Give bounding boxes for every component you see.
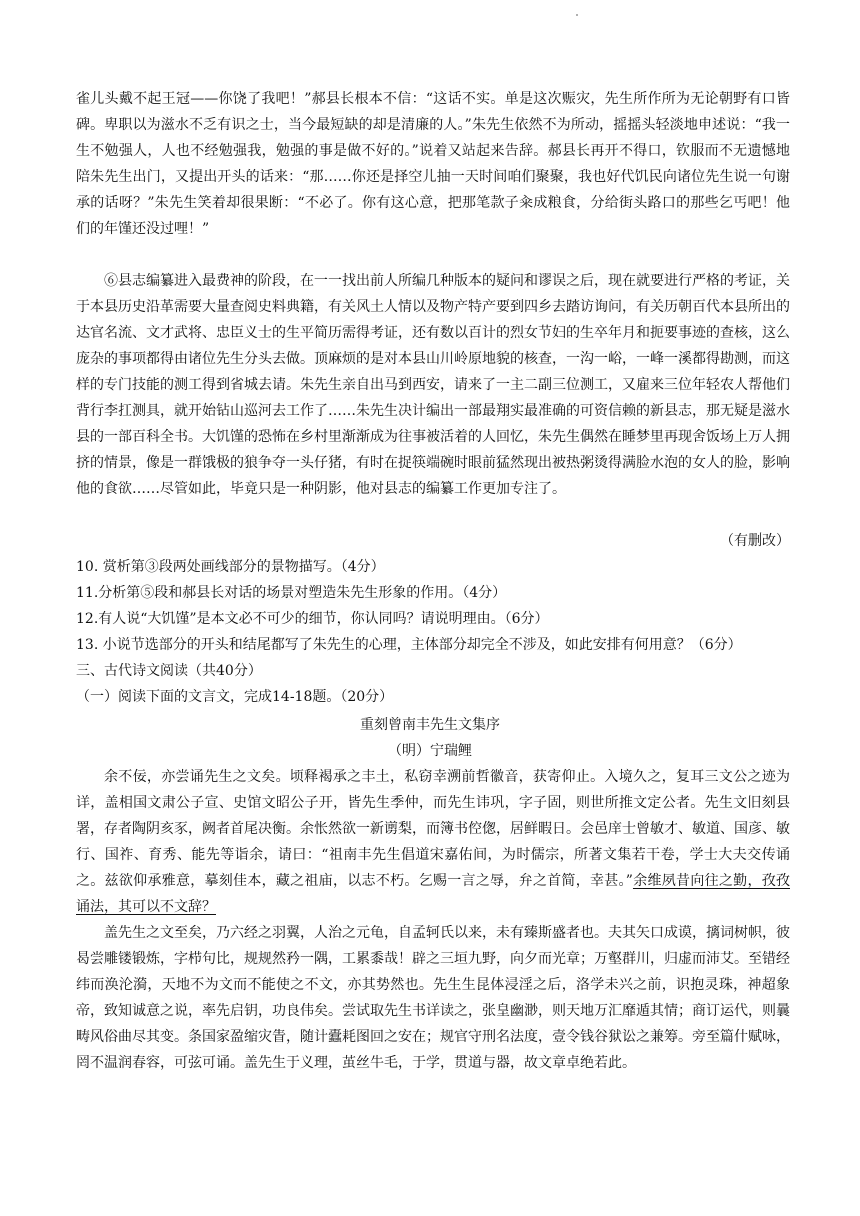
question-10: 10. 赏析第③段两处画线部分的景物描写。（4分） <box>76 559 385 575</box>
source-note: （有删改） <box>720 533 790 549</box>
question-11: 11.分析第⑤段和郝县长对话的场景对塑造朱先生形象的作用。（4分） <box>76 585 507 601</box>
passage-paragraph-5-tail: 雀儿头戴不起王冠——你饶了我吧！”郝县长根本不信：“这话不实。单是这次赈灾，先生所作所为无论朝野有口皆碑。卑职以为滋水不乏有识之士，当今最短缺的却是清廉的人。”朱先生依然不为所动，摇摇头轻淡地申述说：“我一生不勉强人，人也不经勉强我，勉强的事是做不好的。”说着又站起来告辞。郝县长再开不得口，钦服而不无遗憾地陪朱先生出门，又提出开头的话来：“那……你还是择空儿抽一天时间咱们聚聚，我也好代饥民向诸位先生说一句谢承的话呀？”朱先生笑着却很果断：“不必了。你有这心意，把那笔款子籴成粮食，分给街头路口的那些乞丐吧！他们的年馑还没过哩！” <box>76 91 790 237</box>
classical-paragraph-2: 盖先生之文至矣，乃六经之羽翼，人治之元龟，自孟轲氏以来，未有臻斯盛者也。夫其矢口成谟，摛词树帜，彼曷尝雕镂锻炼，字栉句比，规规然矜一隅，工累黍哉！辟之三垣九野，向夕而光章；万壑群川，归虚而沛艾。至错经纬而涣沦漪，天地不为文而不能使之不文，亦其势然也。先生生昆体浸淫之后，洛学未兴之前，识抱灵珠，神超象帝，致知诚意之说，率先启钥，功良伟矣。尝试取先生书详读之，张皇幽渺，则天地万汇靡遁其情；商订运代，则曩畴风俗曲尽其变。条国家盈缩灾眚，随计蠹耗图回之安在；规官守刑名法度，壹令钱谷狱讼之兼筹。旁至篇什赋咏，罔不温润春容，可弦可诵。盖先生于义理，茧丝牛毛，于学，贯道与器，故文章卓绝若此。 <box>76 925 790 1071</box>
classical-paragraph-1-text: 余不佞，亦尝诵先生之文矣。顷释褐承之丰土，私窃幸溯前哲徽音，获寄仰止。入境久之，复耳三文公之迹为详，盖相国文肃公子宣、史馆文昭公子开，皆先生季仲，而先生讳巩，字子固，则世所推文定公者。先生文旧刻县署，存者陶阴亥豕，阙者首尾决衡。余怅然欲一新谫梨，而簿书倥偬，居鲜暇日。会邑庠士曾敏才、敏道、国彦、敏行、国祚、育秀、能先等诣余，请曰：“祖南丰先生倡道宋嘉佑间，为时儒宗，所著文集若干卷，学士大夫交传诵之。兹欲仰承雅意，摹刻佳本，藏之祖庙，以志不朽。乞赐一言之辱，弁之首简，幸甚。” <box>76 769 790 889</box>
classical-text-author: （明）宁瑞鲤 <box>388 743 472 759</box>
classical-paragraph-1 <box>76 764 790 920</box>
classical-text-title: 重刻曾南丰先生文集序 <box>360 717 500 733</box>
question-12: 12.有人说“大饥馑”是本文必不可少的细节，你认同吗？请说明理由。（6分） <box>76 611 549 627</box>
scan-dot <box>576 14 578 16</box>
question-13: 13. 小说节选部分的开头和结尾都写了朱先生的心理，主体部分却完全不涉及，如此安排有何用意？（6分） <box>76 637 742 653</box>
underlined-sentence: 余维夙昔向往之勤，孜孜诵法，其可以不文辞？ <box>76 873 790 915</box>
section-heading: 三、古代诗文阅读（共40分） <box>76 663 262 679</box>
subsection-heading: （一）阅读下面的文言文，完成14-18题。（20分） <box>76 689 394 705</box>
passage-paragraph-6: ⑥县志编纂进入最费神的阶段，在一一找出前人所编几种版本的疑问和谬误之后，现在就要进行严格的考证，关于本县历史沿革需要大量查阅史料典籍，有关风土人情以及物产特产要到四乡去踏访询问，有关历朝百代本县所出的达官名流、文才武将、忠臣义士的生平简历需得考证，还有数以百计的烈女节妇的生卒年月和扼要事迹的查核，这么庞杂的事项都得由诸位先生分头去做。顶麻烦的是对本县山川岭原地貌的核查，一沟一峪，一峰一溪都得勘测，而这样的专门技能的测工得到省城去请。朱先生亲自出马到西安，请来了一主二副三位测工，又雇来三位年轻农人帮他们背行李扛测具，就开始钻山巡河去工作了……朱先生决计编出一部最翔实最准确的可资信赖的新县志，那无疑是滋水县的一部百科全书。大饥馑的恐怖在乡村里渐渐成为往事被活着的人回忆，朱先生偶然在睡梦里再现舍饭场上万人拥挤的情景，像是一群饿极的狼争夺一头仔猪，有时在捉筷端碗时眼前猛然现出被热粥烫得满脸水泡的女人的脸，影响他的食欲……尽管如此，毕竟只是一种阴影，他对县志的编纂工作更加专注了。 <box>76 273 790 497</box>
